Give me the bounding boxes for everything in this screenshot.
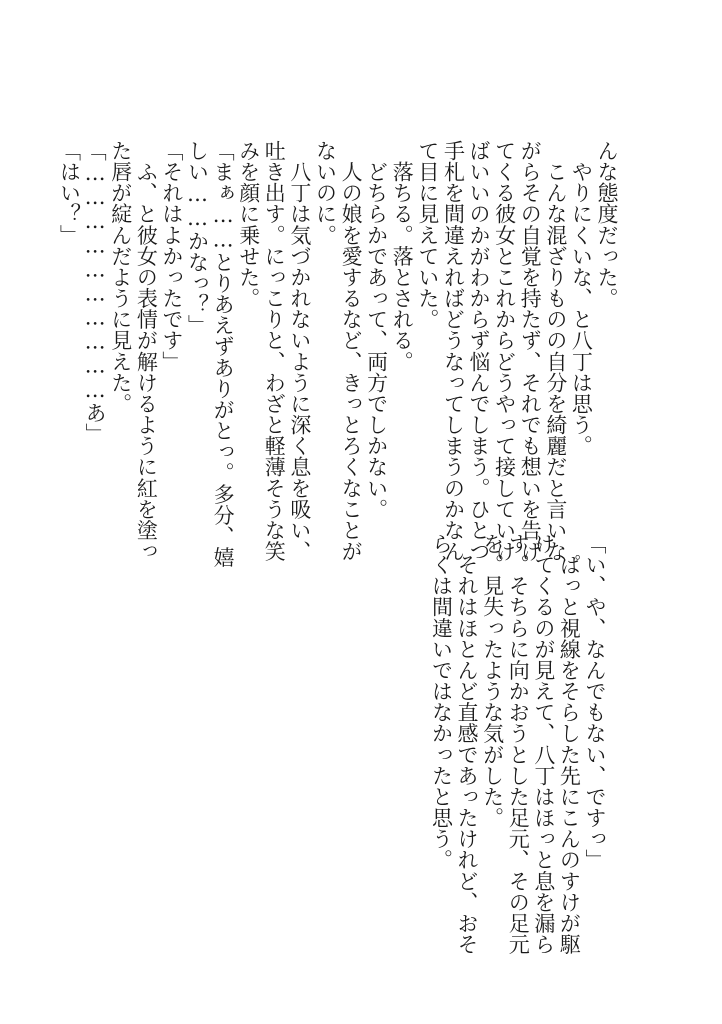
text-line: 「はい？」 bbox=[57, 140, 82, 246]
text-block-lower bbox=[428, 533, 607, 955]
text-line: どちらかであって、両方でしかない。 bbox=[364, 140, 389, 520]
text-line: こんな混ざりものの自分を綺麗だと言いな bbox=[543, 140, 568, 562]
text-block-upper bbox=[56, 140, 619, 568]
text-line: がらその自覚を持たず、それでも想いを告げ bbox=[518, 140, 543, 562]
text-line: ないのに。 bbox=[313, 140, 338, 246]
text-line: 吐き出す。にっこりと、わざと軽薄そうな笑 bbox=[262, 140, 287, 562]
text-line: やりにくいな、と八丁は思う。 bbox=[569, 140, 594, 457]
text-line: んな態度だった。 bbox=[595, 140, 619, 309]
text-line: 「まぁ……とりあえずありがとっ。多分、嬉 bbox=[211, 140, 236, 568]
text-line: それはほとんど直感であったけれど、おそ bbox=[455, 533, 480, 955]
text-line: て目に見えていた。 bbox=[415, 140, 440, 330]
text-line: 八丁は気づかれないように深く息を吸い、 bbox=[287, 140, 312, 562]
text-line: 手札を間違えればどうなってしまうのかなん bbox=[441, 140, 466, 562]
text-line: 「それはよかったです」 bbox=[159, 140, 184, 372]
text-line: しい……かなっ？」 bbox=[185, 140, 210, 336]
text-line: を。見失ったような気がした。 bbox=[480, 533, 505, 829]
text-line: 「…………………………あ」 bbox=[83, 140, 108, 445]
text-line: けてくるのが見えて、八丁はほっと息を漏ら bbox=[531, 533, 556, 955]
text-line: みを顔に乗せた。 bbox=[236, 140, 261, 309]
text-line: 人の娘を愛するなど、きっとろくなことが bbox=[339, 140, 364, 562]
text-line: ぱっと視線をそらした先にこんのすけが駆 bbox=[557, 533, 582, 955]
text-line: た唇が綻んだように見えた。 bbox=[108, 140, 133, 415]
text-line: 落ちる。落とされる。 bbox=[390, 140, 415, 372]
text-line: ふ、と彼女の表情が解けるように紅を塗っ bbox=[134, 140, 159, 562]
text-line: す。そちらに向かおうとした足元、その足元 bbox=[506, 533, 531, 955]
text-line: らくは間違いではなかったと思う。 bbox=[429, 533, 454, 871]
text-line: てくる彼女とこれからどうやって接していけ bbox=[492, 140, 517, 562]
text-line: 「い、や、なんでもない、ですっ」 bbox=[583, 533, 607, 871]
text-line: ばいいのかがわからず悩んでしまう。ひとつ bbox=[467, 140, 492, 562]
